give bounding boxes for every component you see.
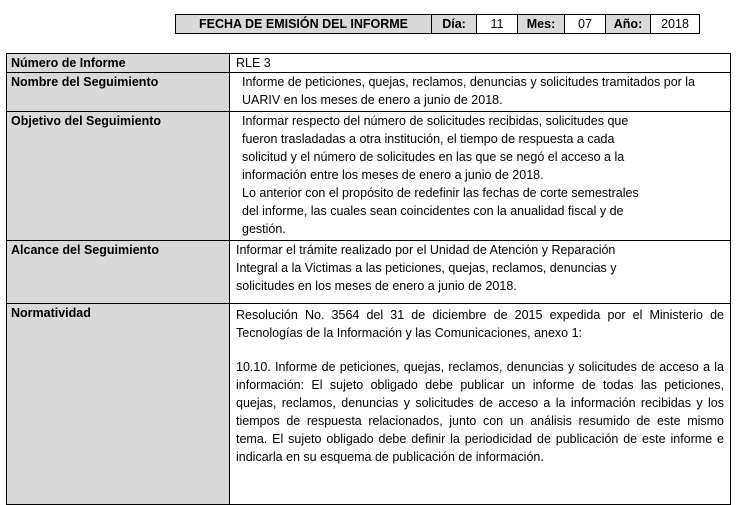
objetivo-paragraph-1: Informar respecto del número de solicitudes recibidas, solicitudes que fueron trasladadas a otra institución, el tiempo de respuesta a cada solicitud y el número de solicitudes en las que se negó el acceso a la información entre los meses de enero a junio de 2018. [242, 114, 629, 182]
year-value: 2018 [651, 15, 700, 34]
table-row [7, 112, 731, 241]
normatividad-label: Normatividad [7, 304, 230, 505]
month-label: Mes: [518, 15, 565, 34]
nombre-value: Informe de peticiones, quejas, reclamos, denuncias y solicitudes tramitados por la UARIV en los meses de enero a junio de 2018. [230, 73, 731, 112]
alcance-label: Alcance del Seguimiento [7, 241, 230, 304]
normatividad-paragraph-1: Resolución No. 3564 del 31 de diciembre de 2015 expedida por el Ministerio de Tecnologías de la Información y las Comunicaciones, anexo 1: [236, 308, 724, 340]
numero-label: Número de Informe [7, 54, 230, 73]
table-row [7, 54, 731, 73]
report-info-table [6, 53, 731, 505]
objetivo-paragraph-2: Lo anterior con el propósito de redefinir las fechas de corte semestrales del informe, las cuales sean coincidentes con la anualidad fiscal y de gestión. [242, 186, 639, 236]
nombre-label: Nombre del Seguimiento [7, 73, 230, 112]
normatividad-paragraph-2: 10.10. Informe de peticiones, quejas, reclamos, denuncias y solicitudes de acceso a la información: El sujeto obligado debe publicar un informe de todas las peticiones, quejas, reclamos, denuncias y solicitudes de acceso a la información recibidas y los tiempos de respuesta relacionados, junto con un análisis resumido de este mismo tema. El sujeto obligado debe definir la periodicidad de publicación de este informe e indicarla en su esquema de publicación de información. [236, 360, 724, 464]
objetivo-label: Objetivo del Seguimiento [7, 112, 230, 241]
table-row [7, 304, 731, 505]
month-value: 07 [565, 15, 606, 34]
day-label: Día: [432, 15, 477, 34]
day-value: 11 [477, 15, 518, 34]
table-row [7, 241, 731, 304]
report-date-header [175, 14, 700, 34]
year-label: Año: [606, 15, 651, 34]
numero-value: RLE 3 [230, 54, 731, 73]
alcance-value: Informar el trámite realizado por el Unidad de Atención y Reparación Integral a la Victimas a las peticiones, quejas, reclamos, denuncias y solicitudes en los meses de enero a junio de 2018. [230, 241, 731, 304]
table-row [7, 73, 731, 112]
normatividad-value [230, 304, 731, 505]
objetivo-value [230, 112, 731, 241]
report-date-title: FECHA DE EMISIÓN DEL INFORME [176, 15, 432, 34]
